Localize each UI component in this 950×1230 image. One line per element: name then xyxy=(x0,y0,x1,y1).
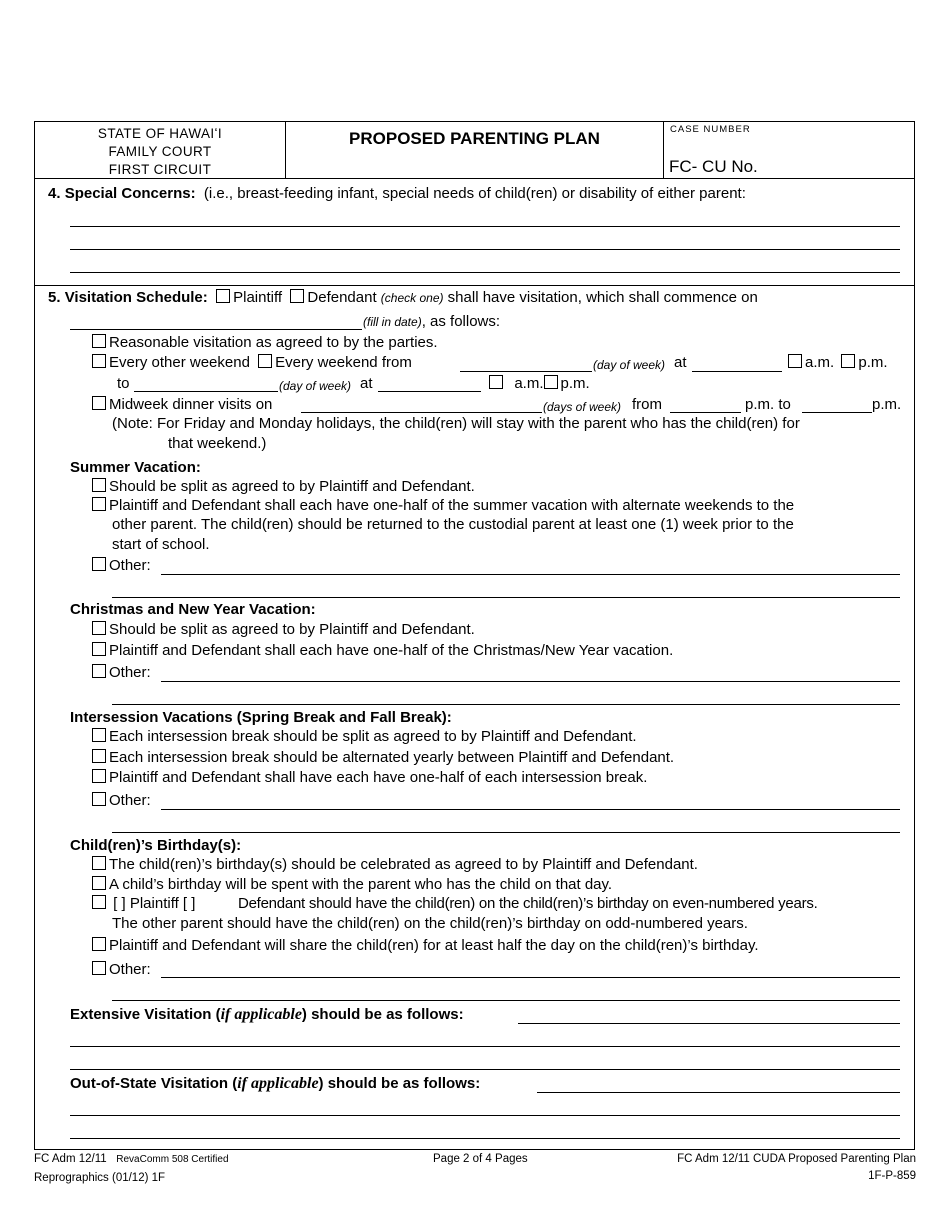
intersession-opt1-text: Each intersession break should be split as agreed to by Plaintiff and Defendant. xyxy=(109,728,637,745)
as-follows-text: , as follows: xyxy=(421,313,501,330)
extensive-line-2[interactable] xyxy=(70,1046,900,1047)
weekend-to-at: at xyxy=(360,375,373,392)
form-title: PROPOSED PARENTING PLAN xyxy=(286,122,664,178)
outofstate-line-1[interactable] xyxy=(537,1092,900,1093)
birthday-opt2-text: A child’s birthday will be spent with the parent who has the child on that day. xyxy=(109,876,613,893)
section4-text: (i.e., breast-feeding infant, special needs of child(ren) or disability of either parent: xyxy=(203,185,746,202)
intersession-opt3-text: Plaintiff and Defendant shall have each have one-half of each intersession break. xyxy=(109,769,648,786)
midweek-pm: p.m. xyxy=(872,396,902,413)
birthday-opt1-checkbox[interactable] xyxy=(92,856,106,870)
section5-number: 5. xyxy=(48,289,61,306)
concerns-line-2[interactable] xyxy=(70,249,900,250)
weekend-to-pm-label: p.m. xyxy=(560,375,590,392)
summer-opt2-row xyxy=(92,497,794,514)
extensive-if-applicable: if applicable xyxy=(220,1006,302,1023)
summer-opt2-text-3: start of school. xyxy=(112,536,210,553)
intersession-other-line-1[interactable] xyxy=(161,809,900,810)
intersession-other-line-2[interactable] xyxy=(112,832,900,833)
intersession-other-row xyxy=(92,792,151,809)
summer-opt2-text-2: other parent. The child(ren) should be returned to the custodial parent at least one (1) week prior to the xyxy=(112,516,794,533)
plaintiff-label: Plaintiff xyxy=(233,289,283,306)
christmas-opt1-row xyxy=(92,621,475,638)
midweek-pm-to: p.m. to xyxy=(745,396,791,413)
weekend-to-day-note: (day of week) xyxy=(279,379,352,393)
birthday-opt2-checkbox[interactable] xyxy=(92,876,106,890)
christmas-opt2-checkbox[interactable] xyxy=(92,642,106,656)
birthday-opt3-row xyxy=(92,895,195,912)
court-state: STATE OF HAWAIʻI xyxy=(97,126,223,141)
footer-right-1: FC Adm 12/11 CUDA Proposed Parenting Plan xyxy=(677,1153,916,1165)
weekend-to-am-checkbox[interactable] xyxy=(489,375,503,389)
weekend-from-pm-label: p.m. xyxy=(858,354,888,371)
christmas-other-checkbox[interactable] xyxy=(92,664,106,678)
birthday-opt3-text-1: Defendant should have the child(ren) on the child(ren)’s birthday on even-numbered years. xyxy=(238,895,818,912)
weekend-from-day-note: (day of week) xyxy=(593,358,666,372)
extensive-heading: Extensive Visitation (if applicable) should be as follows: xyxy=(70,1006,464,1023)
summer-heading: Summer Vacation: xyxy=(70,459,201,476)
birthday-other-label: Other: xyxy=(109,961,151,978)
weekend-to-am-label: a.m. xyxy=(514,375,544,392)
section-divider xyxy=(35,285,914,286)
summer-other-label: Other: xyxy=(109,557,151,574)
weekend-to-day-line[interactable] xyxy=(134,391,278,392)
intersession-opt3-checkbox[interactable] xyxy=(92,769,106,783)
christmas-other-line-2[interactable] xyxy=(112,704,900,705)
midweek-from-time-line[interactable] xyxy=(670,412,741,413)
case-number-label: CASE NUMBER xyxy=(670,124,751,135)
section4-number: 4. xyxy=(48,185,61,202)
christmas-heading: Christmas and New Year Vacation: xyxy=(70,601,316,618)
christmas-other-label: Other: xyxy=(109,664,151,681)
christmas-other-line-1[interactable] xyxy=(161,681,900,682)
court-info xyxy=(35,122,286,178)
extensive-line-3[interactable] xyxy=(70,1069,900,1070)
summer-opt1-row xyxy=(92,478,475,495)
plaintiff-checkbox[interactable] xyxy=(216,289,230,303)
intersession-opt2-checkbox[interactable] xyxy=(92,749,106,763)
section4-heading: Special Concerns: xyxy=(64,185,196,202)
fill-date-note: (fill in date) xyxy=(363,315,422,329)
section5-row xyxy=(48,289,758,306)
intersession-opt1-checkbox[interactable] xyxy=(92,728,106,742)
christmas-opt2-text: Plaintiff and Defendant shall each have one-half of the Christmas/New Year vacation. xyxy=(109,642,674,659)
outofstate-line-2[interactable] xyxy=(70,1115,900,1116)
birthday-opt4-text: Plaintiff and Defendant will share the child(ren) for at least half the day on the child(ren)’s birthday. xyxy=(109,937,759,954)
case-number-cell[interactable] xyxy=(664,122,914,178)
weekend-to-pm-checkbox[interactable] xyxy=(544,375,558,389)
weekend-from-am-label: a.m. xyxy=(805,354,835,371)
concerns-line-1[interactable] xyxy=(70,226,900,227)
summer-other-checkbox[interactable] xyxy=(92,557,106,571)
shall-have-text: shall have visitation, which shall commence on xyxy=(447,289,758,306)
midweek-days-note: (days of week) xyxy=(543,400,622,414)
intersession-other-label: Other: xyxy=(109,792,151,809)
defendant-checkbox[interactable] xyxy=(290,289,304,303)
birthday-other-line-1[interactable] xyxy=(161,977,900,978)
midweek-to-time-line[interactable] xyxy=(802,412,872,413)
reasonable-checkbox[interactable] xyxy=(92,334,106,348)
footer-form-code: FC Adm 12/11 xyxy=(34,1153,107,1165)
weekend-to-time-line[interactable] xyxy=(378,391,481,392)
birthday-other-checkbox[interactable] xyxy=(92,961,106,975)
summer-opt1-text: Should be split as agreed to by Plaintiff and Defendant. xyxy=(109,478,475,495)
midweek-from: from xyxy=(632,396,662,413)
every-other-weekend-text: Every other weekend xyxy=(109,354,250,371)
footer-right-2: 1F-P-859 xyxy=(868,1170,916,1182)
weekend-from-am-checkbox[interactable] xyxy=(788,354,802,368)
footer-certified: RevaComm 508 Certified xyxy=(116,1154,229,1165)
outofstate-if-applicable: if applicable xyxy=(237,1075,319,1092)
intersession-opt1-row xyxy=(92,728,637,745)
summer-other-line-2[interactable] xyxy=(112,597,900,598)
summer-opt1-checkbox[interactable] xyxy=(92,478,106,492)
midweek-row xyxy=(92,396,272,413)
weekend-to-ampm xyxy=(489,375,590,392)
holiday-note-2: that weekend.) xyxy=(168,435,267,452)
outofstate-heading: Out-of-State Visitation (if applicable) should be as follows: xyxy=(70,1075,481,1092)
birthday-opt2-row xyxy=(92,876,612,893)
footer-page-number: Page 2 of 4 Pages xyxy=(433,1153,528,1165)
summer-opt2-text-1: Plaintiff and Defendant shall each have one-half of the summer vacation with alternate weekends to the xyxy=(109,497,795,514)
weekend-to-label: to xyxy=(117,375,130,392)
every-other-weekend-checkbox[interactable] xyxy=(92,354,106,368)
midweek-days-line[interactable] xyxy=(301,412,542,413)
weekend-row xyxy=(92,354,412,371)
weekend-from-pm-checkbox[interactable] xyxy=(841,354,855,368)
weekend-from-ampm xyxy=(788,354,888,371)
intersession-other-checkbox[interactable] xyxy=(92,792,106,806)
every-weekend-from-text: Every weekend from xyxy=(275,354,412,371)
birthday-opt4-row xyxy=(92,937,759,954)
birthday-opt1-row xyxy=(92,856,698,873)
reasonable-text: Reasonable visitation as agreed to by the parties. xyxy=(109,334,438,351)
concerns-line-3[interactable] xyxy=(70,272,900,273)
christmas-opt1-checkbox[interactable] xyxy=(92,621,106,635)
midweek-checkbox[interactable] xyxy=(92,396,106,410)
weekend-from-day-line[interactable] xyxy=(460,371,592,372)
birthday-opt3-checkbox[interactable] xyxy=(92,895,106,909)
check-one-note: (check one) xyxy=(380,291,444,305)
birthday-opt3-brackets[interactable]: [ ] Plaintiff [ ] xyxy=(113,895,196,912)
intersession-opt3-row xyxy=(92,769,647,786)
form-header xyxy=(35,122,914,179)
summer-opt2-checkbox[interactable] xyxy=(92,497,106,511)
footer-left-1 xyxy=(34,1153,229,1165)
court-circuit: FIRST CIRCUIT xyxy=(108,162,212,177)
every-weekend-checkbox[interactable] xyxy=(258,354,272,368)
summer-other-line-1[interactable] xyxy=(161,574,900,575)
midweek-text: Midweek dinner visits on xyxy=(109,396,273,413)
christmas-opt1-text: Should be split as agreed to by Plaintiff and Defendant. xyxy=(109,621,475,638)
section4-row xyxy=(48,185,746,202)
birthday-other-line-2[interactable] xyxy=(112,1000,900,1001)
christmas-opt2-row xyxy=(92,642,673,659)
birthday-heading: Child(ren)’s Birthday(s): xyxy=(70,837,242,854)
case-number-value: FC- CU No. xyxy=(669,157,758,176)
weekend-from-at: at xyxy=(674,354,687,371)
christmas-other-row xyxy=(92,664,151,681)
birthday-opt3-text-2: The other parent should have the child(ren) on the child(ren)’s birthday on odd-numbered years. xyxy=(112,915,748,932)
holiday-note-1: (Note: For Friday and Monday holidays, the child(ren) will stay with the parent who has the child(ren) for xyxy=(112,415,800,432)
section5-heading: Visitation Schedule: xyxy=(64,289,208,306)
intersession-heading: Intersession Vacations (Spring Break and Fall Break): xyxy=(70,709,452,726)
extensive-line-1[interactable] xyxy=(518,1023,900,1024)
footer-left-2: Reprographics (01/12) 1F xyxy=(34,1172,166,1184)
intersession-opt2-row xyxy=(92,749,674,766)
defendant-label: Defendant xyxy=(307,289,377,306)
weekend-from-time-line[interactable] xyxy=(692,371,782,372)
commence-date-line[interactable] xyxy=(70,329,362,330)
outofstate-line-3[interactable] xyxy=(70,1138,900,1139)
birthday-other-row xyxy=(92,961,151,978)
fill-date-row xyxy=(363,313,500,330)
birthday-opt4-checkbox[interactable] xyxy=(92,937,106,951)
summer-other-row xyxy=(92,557,151,574)
intersession-opt2-text: Each intersession break should be alternated yearly between Plaintiff and Defendant. xyxy=(109,749,675,766)
court-family: FAMILY COURT xyxy=(108,144,212,159)
reasonable-row xyxy=(92,334,438,351)
birthday-opt1-text: The child(ren)’s birthday(s) should be celebrated as agreed to by Plaintiff and Defendant. xyxy=(109,856,698,873)
